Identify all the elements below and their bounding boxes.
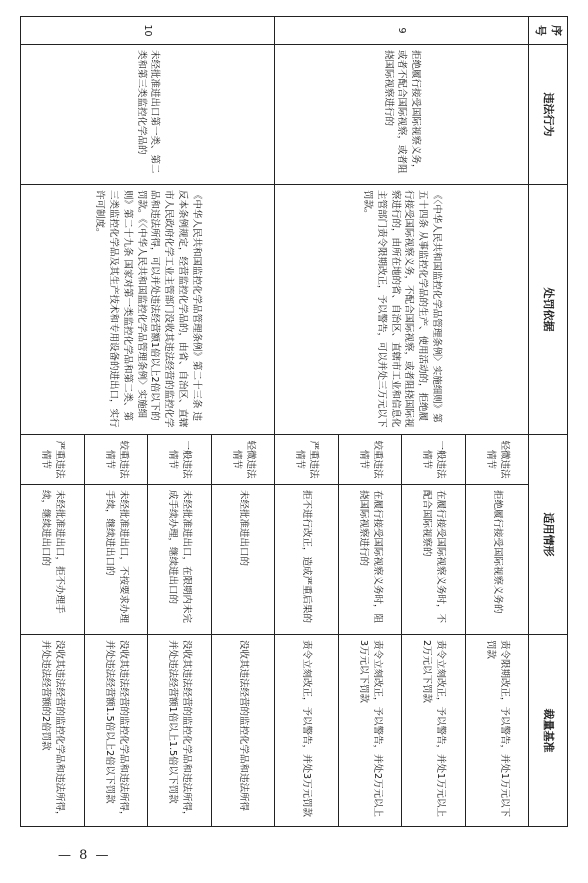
severity-label: 一般违法情节 [402,435,466,485]
header-condition: 适用情形 [529,435,568,635]
violation-act: 拒绝履行接受国际视察义务，或者不配合国际视察，或者阻挠国际视察进行的 [275,45,529,185]
header-standard: 裁量基准 [529,635,568,827]
header-act: 违法行为 [529,45,568,185]
header-basis: 处罚依据 [529,185,568,435]
standard-text: 责令立刻改正，予以警告，并处1万元以上2万元以下罚款 [402,635,466,827]
severity-label: 一般违法情节 [148,435,212,485]
situation-text: 在履行接受国际视察义务时，不配合国际视察的 [402,485,466,635]
standard-text: 责令立刻改正，予以警告，并处2万元以上3万元以下罚款 [338,635,402,827]
page-number: — 8 — [58,848,111,863]
standard-text: 责令立刻改正，予以警告，并处3万元罚款 [275,635,339,827]
situation-text: 拒不进行改正，造成严重后果的 [275,485,339,635]
row-number: 10 [21,17,275,45]
table-row [211,17,275,827]
header-no: 序号 [529,17,568,45]
severity-label: 轻微违法情节 [211,435,275,485]
situation-text: 拒绝履行接受国际视察义务的 [465,485,529,635]
standard-text: 没收其违法经营的监控化学品和违法所得 [211,635,275,827]
severity-label: 轻微违法情节 [465,435,529,485]
row-number: 9 [275,17,529,45]
violation-act: 未经批准进出口第一类、第二类和第三类监控化学品的 [21,45,275,185]
standard-text: 没收其违法经营的监控化学品和违法所得，并处违法经营额的2倍罚款 [21,635,85,827]
penalty-table [20,16,568,827]
table-header-row [529,17,568,827]
standard-text: 没收其违法经营的监控化学品和违法所得，并处违法经营额1.5倍以上2倍以下罚款 [84,635,148,827]
severity-label: 严重违法情节 [275,435,339,485]
standard-text: 没收其违法经营的监控化学品和违法所得，并处违法经营额1倍以上1.5倍以下罚款 [148,635,212,827]
severity-label: 较重违法情节 [338,435,402,485]
situation-text: 未经批准进出口的 [211,485,275,635]
situation-text: 在履行接受国际视察义务时，阻挠国际视察进行的 [338,485,402,635]
severity-label: 较重违法情节 [84,435,148,485]
rotated-table-wrapper [20,16,568,826]
standard-text: 责令限期改正，予以警告，并处1万元以下罚款 [465,635,529,827]
situation-text: 未经批准进出口，拒不办理手续，继续进出口的 [21,485,85,635]
situation-text: 未经批准进出口，在限期内未完成手续办理，继续进出口的 [148,485,212,635]
penalty-basis: 《〈中华人民共和国监控化学品管理条例〉实施细则》第五十四条 从事监控化学品的生产、使用活动的，拒绝履行接受国际视察义务，不配合国际视察，或者阻挠国际视察进行的，由所在地的省、自治区、直辖市工业和信息化主管部门责令限期改正，予以警告，可以并处三万元以下罚款。 [275,185,529,435]
penalty-basis: 《中华人民共和国监控化学品管理条例》第二十三条 违反本条例规定，经营监控化学品的，由省、自治区、直辖市人民政府化学工业主管部门没收其违法经营的监控化学品和违法所得，可以并处违法经营额1倍以上2倍以下的罚款。《〈中华人民共和国监控化学品管理条例〉实施细则》第二十九条 国家对第一类监控化学品和第二类、第三类监控化学品及其生产技术和专用设备的进出口，实行许可制度。 [21,185,275,435]
table-row [465,17,529,827]
situation-text: 未经批准进出口，不按要求办理手续，继续进出口的 [84,485,148,635]
severity-label: 严重违法情节 [21,435,85,485]
